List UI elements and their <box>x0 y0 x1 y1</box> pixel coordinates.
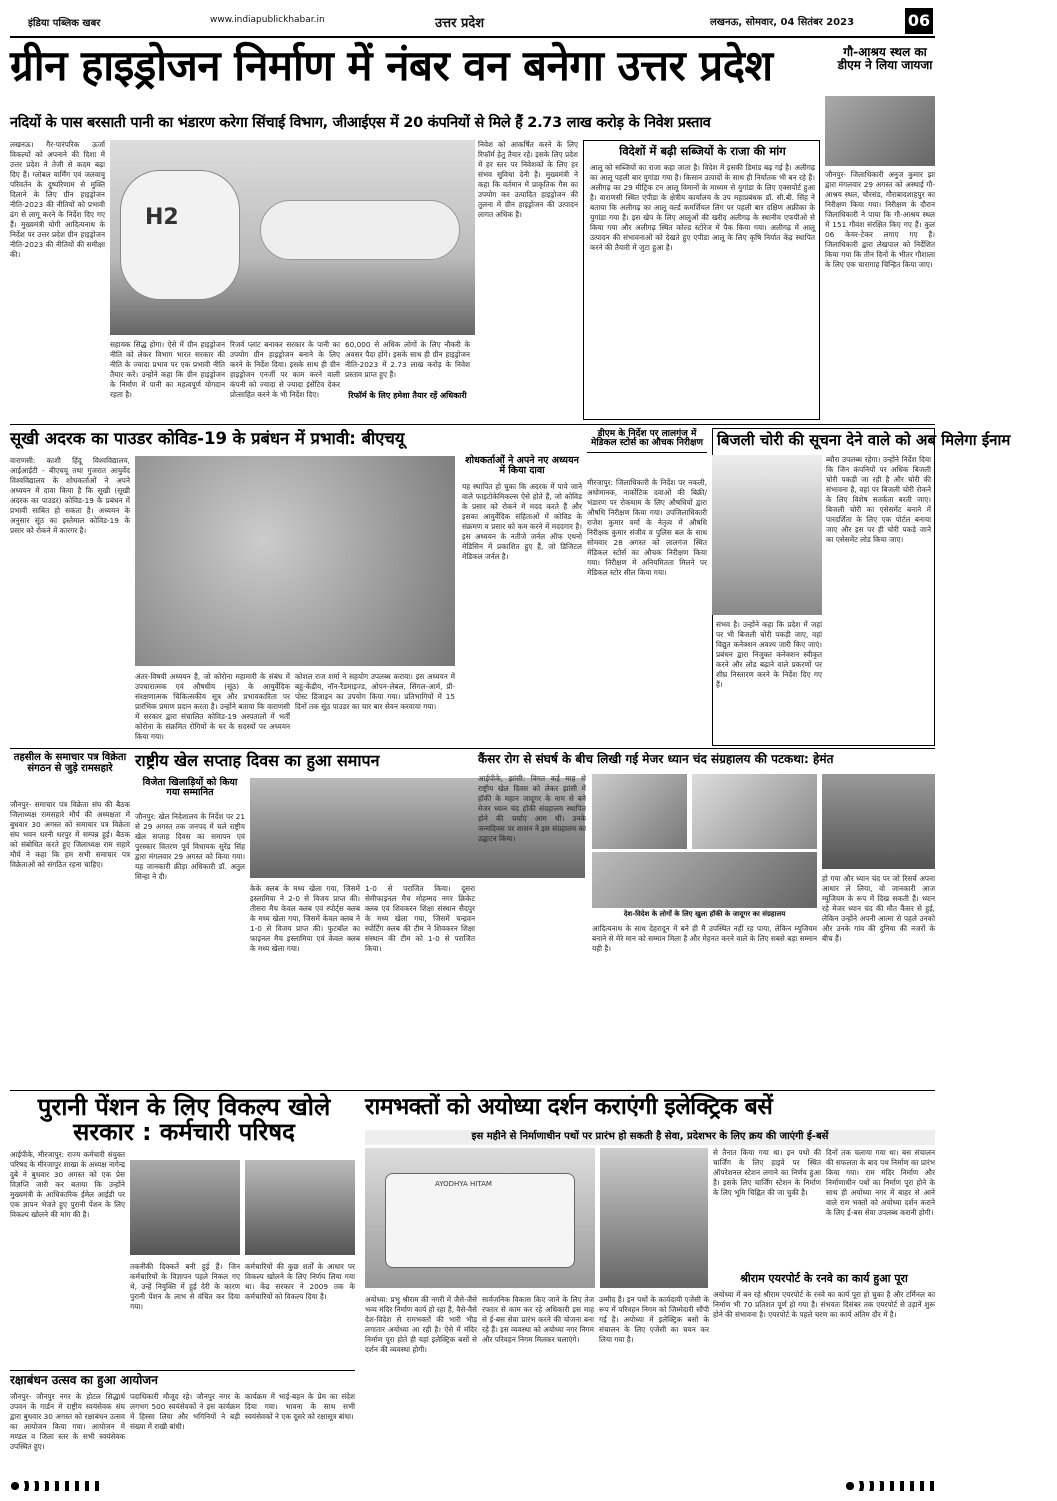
dm-raid-headline: डीएम के निर्देश पर लालगंज में मेडिकल स्टोर्स का औचक निरीक्षण <box>587 430 707 453</box>
raksha-col1: जौनपुर- जौनपुर नगर के होटल सिद्धार्थ उपवन के गार्डन में राष्ट्रीय स्वयंसेवक संघ द्वारा बुधवार 30 अगस्त को रक्षाबंधन उत्सव का आयोजन किया गया। आयोजन में मण्डल व जिला स्तर के सभी स्वयंसेवक उपस्थित हुए। <box>10 1392 125 1451</box>
hemant-portrait <box>822 774 935 869</box>
ebus-col2: दिनों तक चलाया गया था। बस संचालन की सफलता के बाद पथ निर्माण का प्रारंभ किया गया। राम मंदिर निर्माण और निर्माणाधीन पथों का निर्माण पूरा होने के साथ ही अयोध्या नगर में बाहर से आने वाले राम भक्तों को अयोध्या दर्शन कराने के लिए ई-बस सेवा उपलब्ध करानी होगी। <box>826 1148 935 1217</box>
museum-caption: देश-विदेश के लोगों के लिए खुला हॉकी के जादूगर का संग्रहालय <box>623 910 786 918</box>
electric-bus-photo <box>365 1148 595 1288</box>
vegetables-box <box>583 140 820 420</box>
electricity-col3: संभव है। उन्होंने कहा कि प्रदेश में जहां पर भी बिजली चोरी पकड़ी जाए, वहां विद्युत कनेक्शन अवश्य जारी किए जाएं। प्रबंधन द्वारा निजुक्त कनेक्शन स्वीकृत करने और लोड बढ़ाने वाले प्रकरणों पर शीघ्र निस्तारण करने के निर्देश दिए गए हैं। <box>716 620 822 689</box>
journalist-headline: तहसील के समाचार पत्र विक्रेता संगठन से जुड़े रामसहारे <box>13 752 127 774</box>
lead-col3: रिजर्व प्लांट बनाकर सरकार के पानी का उपयोग ग्रीन हाइड्रोजन बनाने के लिए करने के निर्देश दिया। इसके साथ ही ग्रीन हाइड्रोजन एनर्जी पर काम करने वाली कंपनी को ज्यादा से ज्यादा इंसेंटिव देकर प्रोत्साहित करने के भी निर्देश दिए। <box>230 340 340 399</box>
ebus-col4: सार्वजनिक विकास किए जाने के लिए तेज रफ्तार से काम कर रहे अधिकारी इस माह से ई-बस सेवा प्रारंभ करने की योजना बना रहे हैं। इस व्यवस्था को अयोध्या नगर निगम और परिवहन निगम मिलकर चलाएंगे। <box>482 1295 594 1344</box>
sports-col3: 1-0 से पराजित किया। दूसरा सेमीफाइनल मैच मोहम्मद नगर क्रिकेट क्लब एवं शिवकरन शिक्षा संस्थान सैदपुर के मध्य खेला गया, जिसमें चन्द्रवन स्पोर्टिंग क्लब की टीम ने शिवकरन शिक्षा संस्थान की टीम को 1-0 से पराजित किया। <box>365 884 475 953</box>
journalist-body: जौनपुर- समाचार पत्र विक्रेता संघ की बैठक जिलाध्यक्ष रामसहारे मौर्य की अध्यक्षता में बुधवार 30 अगस्त को समाचार पत्र विक्रेता संघ भवन धरनी धरपुर में सम्पन्न हुई। बैठक को संबोधित करते हुए जिलाध्यक्ष राम सहारे मौर्य ने कहा कि हम सभी समाचार पत्र विक्रेताओं को संगठित रहना चाहिए। <box>10 800 130 869</box>
lead-subhead: रिफॉर्म के लिए हमेशा तैयार रहें अधिकारी <box>348 391 467 400</box>
section-name: उत्तर प्रदेश <box>435 16 485 31</box>
electricity-col2: ब्यौरा उपलब्ध रहेगा। उन्होंने निर्देश दिया कि जिन कंपनियों पर अधिक बिजली चोरी पकड़ी जा रही है और चोरी की संभावना है, वहां पर बिजली चोरी रोकने के लिए विशेष सतर्कता बरती जाए। बिजली चोरी का एसेसमेंट बनाने में पारदर्शिता के लिए एक पोर्टल बनाया जाए और इस पर ही चोरी पकड़े जाने का एसेसमेंट लोड किया जाए। <box>826 455 931 544</box>
paper-name: इंडिया पब्लिक खबर <box>28 18 101 29</box>
lead-col5: निवेश को आकर्षित करने के लिए रिफॉर्म हेतु तैयार रहें। इसके लिए प्रदेश में हर स्तर पर निवेशकों के लिए हर संभव सुविधा देनी है। मुख्यमंत्री ने कहा कि वर्तमान में प्राकृतिक गैस का उपयोग कर उत्पादित हाइड्रोजन की तुलना में ग्रीन हाइड्रोजन की उत्पादन लागत अधिक है। <box>478 140 578 219</box>
ayodhya-temple-photo <box>600 1148 708 1288</box>
pension-col1: आईपीके, मीरजापुर: राज्य कर्मचारी संयुक्त परिषद के मीरजापुर शाखा के अध्यक्ष नागेन्द्र दुबे ने बुधवार 30 अगस्त को एक प्रेस विज्ञप्ति जारी कर बताया कि उन्होंने मुख्यमंत्री के आधिकारिक ईमेल आईडी पर एक ज्ञापन भेजते हुए पुरानी पेंशन के लिए विकल्प खोलने की मांग की है। <box>10 1150 125 1219</box>
pension-portrait-2 <box>245 1160 355 1255</box>
electricity-headline: बिजली चोरी की सूचना देने वाले को अब मिलेगा ईनाम <box>717 431 1011 449</box>
ebus-col3: अयोध्या: प्रभु श्रीराम की नगरी में जैसे-जैसे भव्य मंदिर निर्माण कार्य हो रहा है, वैसे-वैसे देश-विदेश से रामभक्तों की भारी भीड़ लगातार अयोध्या आ रही है। ऐसे में मंदिर निर्माण पूरा होते ही यहां इलेक्ट्रिक बसों से दर्शन की व्यवस्था होगी। <box>365 1295 477 1354</box>
museum-photo-2 <box>692 774 817 849</box>
museum-col3: हो गया और ध्यान चंद पर जो रिसर्च अपना आधार ले लिया, वो जानकारी आज म्यूजियम के रूप में दिख सकती हैं। ध्यान रहे मेजर ध्यान चंद की मौत कैंसर से हुई, लेकिन उन्होंने अपनी आत्मा से पहले उनको और उनके गांव की दुनिया की नजरों के बीच हैं। <box>822 874 935 943</box>
lead-col2: सहायक सिद्ध होगा। ऐसे में ग्रीन हाइड्रोजन नीति को लेकर विभाग भारत सरकार की नीति के ज्यादा प्रभाव पर एक प्रभावी नीति तैयार करें। उन्होंने कहा कि ग्रीन हाइड्रोजन के निर्माण में पानी का महत्वपूर्ण योगदान रहता है। <box>110 340 225 399</box>
electricity-pole-photo <box>712 455 822 615</box>
ginger-col3: कोशल राज शर्मा ने सहयोग उपलब्ध कराया। इस अध्ययन में बहु-केंद्रीय, नॉन-रैंडमाइज्ड, ओपन-लेबल, सिंगल-आर्म, प्री-पोस्ट डिजाइन का उपयोग किया गया। प्रतिभागियों में 15 दिनों तक सूंठ पाउडर का चार बार सेवन करवाया गया। <box>295 672 455 711</box>
ginger-col1: वाराणसी: काशी हिंदू विश्वविद्यालय, आईआईटी - बीएचयू तथा गुजरात आयुर्वेद विश्वविद्यालय के शोधकर्ताओं ने अपने अध्ययन में दावा किया है कि सूखी (सूखी अदरक का पाउडर) कोविड-19 के प्रबंधन में प्रभावी साबित हो सकता है। अध्ययन के अनुसार सूंठ का इस्तेमाल कोविड-19 के प्रसार को रोकने में कारगर है। <box>10 456 130 535</box>
ginger-side-title: शोधकर्ताओं ने अपने नए अध्ययन में किया दावा <box>465 455 579 476</box>
sports-headline: राष्ट्रीय खेल सप्ताह दिवस का हुआ समापन <box>135 751 380 770</box>
dm-raid-body: मीरजापुर: जिलाधिकारी के निर्देश पर नकली, अधोमानक, नार्कोटिक दवाओं की बिक्री/भंडारण पर रोकथाम के लिए औषधियों द्वारा औषधि निरीक्षण किया गया। उपजिलाधिकारी राजेश कुमार वर्मा के नेतृत्व में औषधि निरीक्षक कुमार संजीव व पुलिस बल के साथ सोमवार 28 अगस्त को लालगंज स्थित मेडिकल स्टोर्स का औचक निरीक्षण किया गया। निरीक्षण में अनियमितता मिलने पर मेडिकल स्टोर सील किया गया। <box>587 478 707 577</box>
ebus-col1: से तैनात किया गया था। इन पथों की चार्जिंग के लिए हाइवे पर स्थित ऑपरेशनल स्टेशन लगाने का निर्णय हुआ है। इसके लिए चार्जिंग स्टेशन के निर्माण के लिए भूमि चिह्नित की जा चुकी है। <box>713 1148 821 1197</box>
cow-shelter-headline: गौ-आश्रय स्थल का डीएम ने लिया जायजा <box>837 45 933 72</box>
museum-photo-1 <box>592 774 687 849</box>
dateline: लखनऊ, सोमवार, 04 सितंबर 2023 <box>710 17 855 28</box>
lead-deck: नदियों के पास बरसाती पानी का भंडारण करेगा सिंचाई विभाग, जीआईएस में 20 कंपनियों से मिले हैं 2.73 लाख करोड़ के निवेश प्रस्ताव <box>10 115 711 131</box>
sports-col2: केके क्लब के मध्य खेला गया, जिसमें इस्लामिया ने 2-0 से विजय प्राप्त की। तीसरा मैच केवल क्लब एवं स्पोर्ट्स क्लब के मध्य खेला गया, जिसमें केवल क्लब ने 1-0 से विजय प्राप्त की। फुटबॉल का फाइनल मैच इस्लामिया एवं केवल क्लब के मध्य खेला गया। <box>250 884 360 953</box>
museum-col1: आईपीके, झांसी: विगत कई माह से राष्ट्रीय खेल दिवस को लेकर झांसी में हॉकी के महान जादूगर के नाम से बने मेजर ध्यान चंद हॉकी संग्रहालय स्थापित होने की चर्चाएं आम थीं। उनके जन्मदिवस पर शासन ने इस संग्रहालय का उद्घाटन किया। <box>478 774 586 843</box>
site-url[interactable]: www.indiapublickhabar.in <box>210 15 325 25</box>
ebus-deck: इस महीने से निर्माणाधीन पथों पर प्रारंभ हो सकती है सेवा, प्रदेशभर के लिए क्रय की जाएंगी ई-बसें <box>365 1130 935 1145</box>
sports-subhead: विजेता खिलाड़ियों को किया गया सम्मानित <box>142 777 238 798</box>
h2-label: H2 <box>145 205 179 230</box>
ginger-col2: अंतर-विषयी अध्ययन है, जो कोरोना महामारी के संबंध में उपचारात्मक एवं औषधीय (सूंठ) के आयुर्वेदिक संरक्षणात्मक चिकित्सकीय सूत्र और प्रभावकारिता पर प्रारंभिक प्रमाण प्रदान करता है। उन्होंने बताया कि वाराणसी में सरकार द्वारा संचालित कोविड-19 अस्पतालों में भर्ती कोरोना के संक्रमित रोगियों के घर के सदस्यों पर अध्ययन किया गया। <box>135 672 290 741</box>
airport-headline: श्रीराम एयरपोर्ट के रनवे का कार्य हुआ पूरा <box>740 1272 908 1285</box>
museum-col2: आदित्यनाथ के साथ देहरादून में बने ही मैं उपस्थित नहीं रह पाया, लेकिन म्यूजियम बनाने से मेरे मान को सम्मान मिला है और मेहनत करने वाले के लिए सबसे बड़ा सम्मान यही है। <box>592 924 817 953</box>
ebus-col5: उम्मीद है। इन पथों के कार्यदायी एजेंसी के रूप में परिवहन निगम को जिम्मेदारी सौंपी गई है। अयोध्या में इलेक्ट्रिक बसों के संचालन के लिए एजेंसी का चयन कर लिया गया है। <box>599 1295 709 1344</box>
pension-col3: कर्मचारियों की कुछ शर्तों के आधार पर विकल्प खोलने के लिए निर्णय लिया गया था। केंद्र सरकार ने 2009 तक के कर्मचारियों को विकल्प दिया है। <box>245 1262 355 1301</box>
vegetables-body: आलू को सब्जियों का राजा कहा जाता है। विदेश में इसकी डिमांड बढ़ गई है। अलीगढ़ का आलू पहली बार युगांडा गया है। किसान उत्पादों के साथ ही निर्यातक भी बन रहे हैं। अलीगढ़ का 29 मीट्रिक टन आलू विमानों के माध्यम से युगांडा के लिए एक्सपोर्ट हुआ है। वाराणसी स्थित एपीडा के क्षेत्रीय कार्यालय के उप महाप्रबंधक डॉ. सी.बी. सिंह ने बताया कि अलीगढ़ का आलू वर्ल्ड कमर्शियल लिंग पर पहली बार दक्षिण अफ्रीका के युगांडा गया है। इस खेप के लिए आलुओं की खरीद अलीगढ़ के स्थानीय एफपीओ से किया गया और अलीगढ़ स्थित कोल्ड स्टोरेज में पैक किया गया। अलीगढ़ में आलू उत्पादन की संभावनाओं को देखते हुए एपीडा आलू के लिए कृषि निर्यात केंद्र स्थापित करने की तैयारी में जुटा हुआ है। <box>590 163 815 252</box>
page-number: 06 <box>905 8 933 34</box>
ebus-headline: रामभक्तों को अयोध्या दर्शन कराएंगी इलेक्ट्रिक बसें <box>365 1094 773 1120</box>
masthead <box>10 8 935 44</box>
ginger-photo <box>135 456 455 666</box>
lead-col1: लखनऊ। गैर-पारंपरिक ऊर्जा विकल्पों को अपनाने की दिशा में उत्तर प्रदेश ने तेजी से कदम बढ़ा दिए हैं। ग्लोबल वार्मिंग एवं जलवायु परिवर्तन के दुष्परिणाम से मुक्ति दिलाने के लिए ग्रीन हाइड्रोजन नीति-2023 की नीतियों को प्रभावी ढंग से लागू करने के निर्देश दिए गए हैं। मुख्यमंत्री योगी आदित्यनाथ के निर्देश पर उत्तर प्रदेश ग्रीन हाइड्रोजन नीति-2023 की नीतियों की समीक्षा की। <box>10 140 105 259</box>
pension-headline: पुरानी पेंशन के लिए विकल्प खोले सरकार : कर्मचारी परिषद <box>37 1093 331 1147</box>
museum-headline: कैंसर रोग से संघर्ष के बीच लिखी गई मेजर ध्यान चंद संग्रहालय की पटकथा: हेमंत <box>478 752 834 766</box>
lead-col4: 60,000 से अधिक लोगों के लिए नौकरी के अवसर पैदा होंगे। इसके साथ ही ग्रीन हाइड्रोजन नीति-2023 में 2.73 लाख करोड़ के निवेश प्रस्ताव प्राप्त हुए हैं। <box>345 340 470 379</box>
lead-headline: ग्रीन हाइड्रोजन निर्माण में नंबर वन बनेगा उत्तर प्रदेश <box>10 41 773 90</box>
bus-destination: AYODHYA HITAM <box>435 1180 492 1188</box>
ginger-side-body: यह स्थापित हो चुका कि अदरक में पाये जाने वाले फाइटोकेमिकल्स ऐसे होते हैं, जो कोविड के प्रसार को रोकने में मदद करते हैं और इसका आयुर्वेदिक संहिताओं में कोविड के संक्रमण व प्रसार को कम करने में मददगार है। इस अध्ययन के नतीजे जर्नल ऑफ एथनो मेडिसिन में प्रकाशित हुए हैं, जो डिजिटल मेडिकल जर्नल है। <box>462 482 582 561</box>
ginger-headline: सूखी अदरक का पाउडर कोविड-19 के प्रबंधन में प्रभावी: बीएचयू <box>10 429 405 448</box>
raksha-col2: पदाधिकारी मौजूद रहे। जौनपुर नगर के लगभग 500 स्वयंसेवकों ने इस कार्यक्रम में हिस्सा लिया और भगिनियों ने बड़ी संख्या में राखी बांधी। <box>130 1392 240 1431</box>
raksha-col3: कार्यक्रम में भाई-बहन के प्रेम का संदेश दिया गया। भावना के साथ सभी स्वयंसेवकों ने एक दूसरे को रक्षासूत्र बांधा। <box>245 1392 355 1421</box>
cow-shelter-body: जौनपुर- जिलाधिकारी अनुज कुमार झा द्वारा मंगलवार 29 अगस्त को अस्थाई गौ-आश्रय स्थल, चौरसंड, गौराबादशाहपुर का निरीक्षण किया गया। निरीक्षण के दौरान जिलाधिकारी ने पाया कि गौ-आश्रय स्थल में 151 गौवंश संरक्षित किए गए हैं। कुल 06 केयर-टेकर लगाए गए हैं। जिलाधिकारी द्वारा लेखपाल को निर्देशित किया गया कि तीन दिनों के भीतर गौशाला के लिए एक चारागाह चिन्हित किया जाए। <box>825 170 935 269</box>
footer-dots <box>10 1478 935 1494</box>
pension-col2: तकनीकी दिक्कतें बनी हुई हैं। जिन कर्मचारियों के विज्ञापन पहले निकल गए थे, उन्हें नियुक्ति में हुई देरी के कारण पुरानी पेंशन के लाभ से वंचित कर दिया गया। <box>130 1262 240 1311</box>
sports-col1: जौनपुर: खेल निदेशालय के निर्देश पर 21 से 29 अगस्त तक जनपद में चले राष्ट्रीय खेल सप्ताह दिवस का समापन एवं पुरस्कार वितरण पूर्व विधायक सुरेंद्र सिंह द्वारा मंगलवार 29 अगस्त को किया गया। यह जानकारी क्रीड़ा अधिकारी डॉ. अतुल सिन्हा ने दी। <box>135 812 245 881</box>
airport-body: अयोध्या में बन रहे श्रीराम एयरपोर्ट के रनवे का कार्य पूरा हो चुका है और टर्मिनल का निर्माण भी 70 प्रतिशत पूर्ण हो गया है। संभवतः दिसंबर तक एयरपोर्ट से उड़ानें शुरू होने की संभावना है। एयरपोर्ट के पहले चरण का कार्य अंतिम दौर में है। <box>713 1290 935 1319</box>
pension-portrait-1 <box>130 1160 240 1255</box>
dm-raid-box <box>587 430 707 745</box>
museum-photo-3 <box>592 852 817 908</box>
vegetables-headline: विदेशों में बढ़ी सब्जियों के राजा की मांग <box>619 144 786 158</box>
hydrogen-plant-photo <box>110 140 475 335</box>
cow-shelter-photo <box>825 96 935 166</box>
raksha-headline: रक्षाबंधन उत्सव का हुआ आयोजन <box>10 1373 158 1387</box>
